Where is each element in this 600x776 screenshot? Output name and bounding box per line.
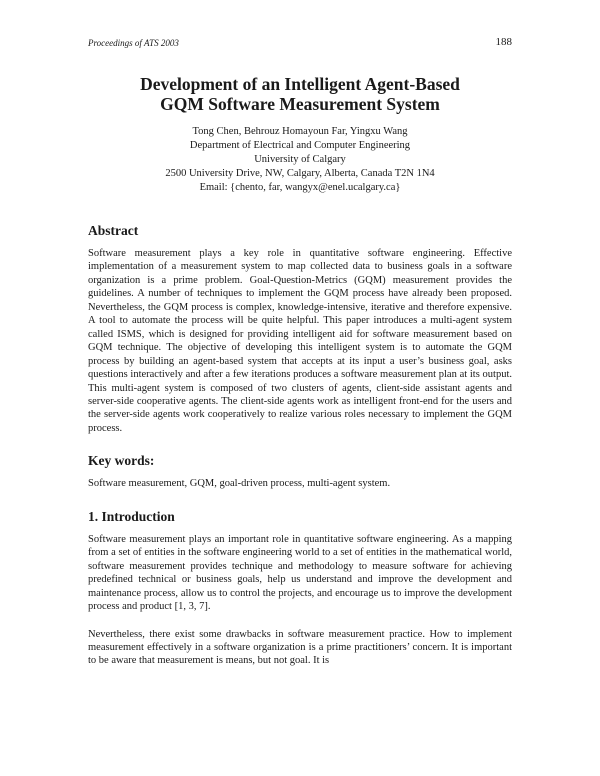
author-department: Department of Electrical and Computer Engineering	[189, 140, 411, 151]
journal-name: Proceedings of ATS 2003	[88, 38, 179, 48]
introduction-heading: 1. Introduction	[88, 508, 175, 524]
page-number: 188	[495, 36, 512, 48]
keywords-heading: Key words:	[88, 453, 155, 469]
author-names: Tong Chen, Behrouz Homayoun Far, Yingxu Wang	[192, 126, 408, 137]
title-line-1: Development of an Intelligent Agent-Based	[140, 74, 460, 94]
abstract-section	[88, 222, 512, 435]
abstract-text: Software measurement plays a key role in quantitative software engineering. Effective implementation of a measurement system to map collected data to business goals in a software organization is a prime problem. Goal-Question-Metrics (GQM) measurement provides the guidelines. A number of techniques to implement the GQM process have already been proposed. Nevertheless, the GQM process is complex, knowledge-intensive, iterative and therefore expensive. A tool to automate the process will be quite helpful. This paper introduces a multi-agent system called ISMS, which is designed for providing intelligent aid for software measurement based on GQM technique. The objective of developing this intelligent system is to automate the GQM process by building an agent-based system that accepts at its input a user’s business goal, asks questions interactively and after a few iterations produces a software measurement plan at its output. This multi-agent system is composed of two clusters of agents, client-side assistant agents and server-side cooperative agents. The client-side agents work as intelligent front-end for the users and the server-side agents work cooperatively to realize various roles necessary to implement the GQM process.	[88, 248, 512, 434]
introduction-section	[88, 508, 512, 668]
running-header	[88, 36, 512, 50]
paper-body	[88, 222, 512, 668]
author-address: 2500 University Drive, NW, Calgary, Alberta, Canada T2N 1N4	[165, 168, 435, 179]
introduction-paragraph-1: Software measurement plays an important role in quantitative software engineering. As a mapping from a set of entities in the software engineering world to a set of entities in the mathematical world, software measurement provides technique and methodology to measure software for achieving predefined technical or business goals, help us understand and improve the development and maintenance process, allow us to control the projects, and encourage us to improve the development process and product [1, 3, 7].	[88, 533, 512, 613]
abstract-heading: Abstract	[88, 223, 139, 238]
author-university: University of Calgary	[254, 154, 346, 165]
paper-title	[88, 74, 512, 114]
author-email: Email: {chento, far, wangyx@enel.ucalgary.ca}	[199, 182, 401, 193]
author-block	[88, 125, 512, 195]
introduction-paragraph-2: Nevertheless, there exist some drawbacks in software measurement practice. How to implement measurement effectively in a software organization is a prime practitioners’ concern. It is important to be aware that measurement is means, but not goal. It is	[88, 628, 512, 667]
keywords-text: Software measurement, GQM, goal-driven process, multi-agent system.	[88, 478, 391, 490]
title-line-2: GQM Software Measurement System	[160, 94, 440, 114]
keywords-section	[88, 452, 512, 490]
title-block	[88, 74, 512, 195]
